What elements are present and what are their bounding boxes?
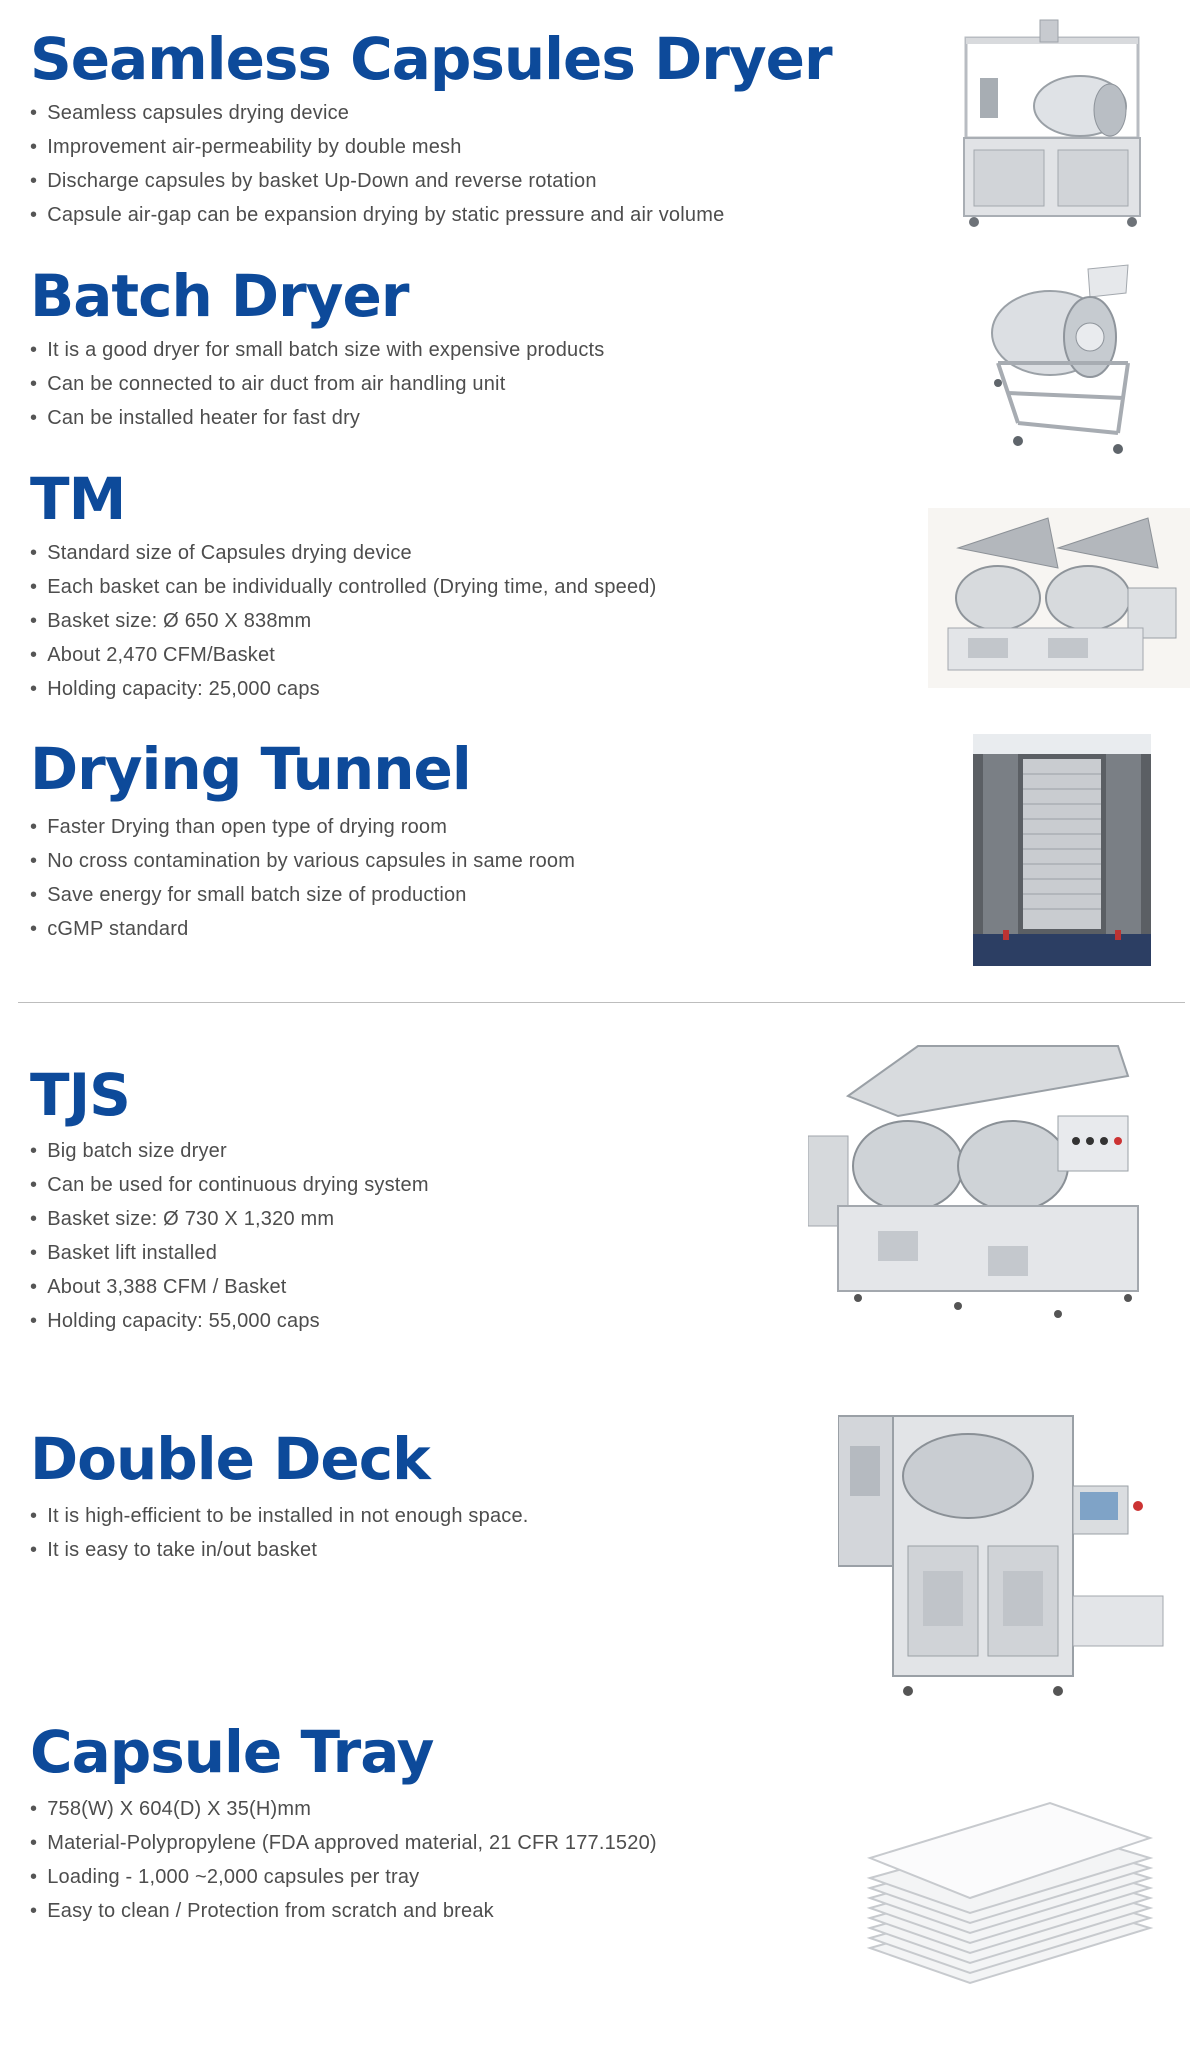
list-item: • Easy to clean / Protection from scratch and break [30, 1894, 657, 1928]
list-item: • 758(W) X 604(D) X 35(H)mm [30, 1792, 657, 1826]
section-title: Seamless Capsules Dryer [30, 25, 832, 93]
capsule-tray-photo [850, 1798, 1155, 1993]
list-item: • Capsule air-gap can be expansion drying by static pressure and air volume [30, 198, 724, 232]
tjs-dryer-photo [808, 1036, 1158, 1321]
list-item: • Faster Drying than open type of drying room [30, 810, 575, 844]
list-item: • About 3,388 CFM / Basket [30, 1270, 429, 1304]
section-divider [18, 1002, 1185, 1003]
list-item: • Each basket can be individually controlled (Drying time, and speed) [30, 570, 656, 604]
list-item: • No cross contamination by various capsules in same room [30, 844, 575, 878]
list-item: • Can be installed heater for fast dry [30, 401, 605, 435]
list-item: • Big batch size dryer [30, 1134, 429, 1168]
list-item: • Basket size: Ø 650 X 838mm [30, 604, 656, 638]
section-title: TM [30, 465, 126, 533]
tm-dryer-photo [928, 508, 1190, 688]
list-item: • Basket lift installed [30, 1236, 429, 1270]
section-title: Capsule Tray [30, 1718, 434, 1786]
bullet-list [30, 1134, 429, 1338]
section-title: Double Deck [30, 1425, 430, 1493]
list-item: • Holding capacity: 55,000 caps [30, 1304, 429, 1338]
drying-tunnel-photo [973, 734, 1151, 966]
section-title: TJS [30, 1061, 130, 1129]
section-title: Drying Tunnel [30, 735, 471, 803]
batch-dryer-photo [978, 263, 1143, 458]
list-item: • Can be connected to air duct from air handling unit [30, 367, 605, 401]
bullet-list [30, 536, 656, 706]
list-item: • Holding capacity: 25,000 caps [30, 672, 656, 706]
bullet-list [30, 1792, 657, 1928]
list-item: • Improvement air-permeability by double mesh [30, 130, 724, 164]
bullet-list [30, 810, 575, 946]
section-title: Batch Dryer [30, 262, 409, 330]
list-item: • Loading - 1,000 ~2,000 capsules per tray [30, 1860, 657, 1894]
list-item: • It is high-efficient to be installed in not enough space. [30, 1499, 529, 1533]
list-item: • Material-Polypropylene (FDA approved material, 21 CFR 177.1520) [30, 1826, 657, 1860]
list-item: • cGMP standard [30, 912, 575, 946]
list-item: • Discharge capsules by basket Up-Down and reverse rotation [30, 164, 724, 198]
seamless-dryer-photo [960, 18, 1145, 233]
list-item: • About 2,470 CFM/Basket [30, 638, 656, 672]
bullet-list [30, 1499, 529, 1567]
list-item: • It is a good dryer for small batch size with expensive products [30, 333, 605, 367]
list-item: • Can be used for continuous drying system [30, 1168, 429, 1202]
double-deck-photo [838, 1406, 1168, 1706]
list-item: • It is easy to take in/out basket [30, 1533, 529, 1567]
list-item: • Standard size of Capsules drying device [30, 536, 656, 570]
list-item: • Seamless capsules drying device [30, 96, 724, 130]
list-item: • Save energy for small batch size of production [30, 878, 575, 912]
list-item: • Basket size: Ø 730 X 1,320 mm [30, 1202, 429, 1236]
bullet-list [30, 333, 605, 435]
bullet-list [30, 96, 724, 232]
